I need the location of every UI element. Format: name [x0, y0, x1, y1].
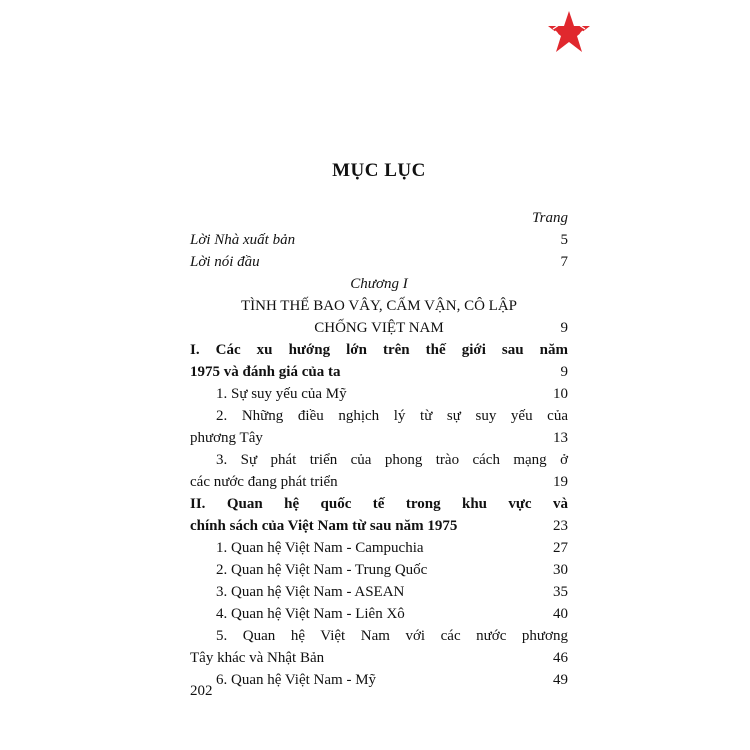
- toc-entry-text: 2. Quan hệ Việt Nam - Trung Quốc: [216, 562, 428, 578]
- toc-entry-text: các nước đang phát triển: [190, 474, 338, 490]
- toc-entry-text: 3. Quan hệ Việt Nam - ASEAN: [216, 584, 405, 600]
- toc-entry-text: Lời Nhà xuất bản: [190, 232, 296, 248]
- section-heading-line[interactable]: [190, 515, 568, 537]
- toc-page-number: 46: [553, 650, 568, 666]
- toc-subentry[interactable]: [190, 581, 568, 603]
- toc-page-number: 40: [553, 606, 568, 622]
- toc-subentry-continuation[interactable]: [190, 427, 568, 449]
- section-heading-line[interactable]: [190, 361, 568, 383]
- toc-page-number: 23: [553, 518, 568, 534]
- toc-page-number: 35: [553, 584, 568, 600]
- toc-subentry[interactable]: 3. Sự phát triển của phong trào cách mạng ở: [216, 452, 568, 468]
- toc-entry-text: 1. Quan hệ Việt Nam - Campuchia: [216, 540, 424, 556]
- toc-entry-preface[interactable]: [190, 251, 568, 273]
- toc-subentry[interactable]: [190, 603, 568, 625]
- toc-subentry[interactable]: [190, 559, 568, 581]
- chapter-title-line[interactable]: [190, 317, 568, 339]
- section-heading-line[interactable]: II. Quan hệ quốc tế trong khu vực và: [190, 496, 568, 512]
- toc-subentry[interactable]: 2. Những điều nghịch lý từ sự suy yếu của: [216, 408, 568, 424]
- toc-page-number: 49: [553, 672, 568, 688]
- page-number: 202: [190, 683, 213, 699]
- toc-page-number: 9: [560, 364, 568, 380]
- toc-entry-text: 6. Quan hệ Việt Nam - Mỹ: [216, 672, 377, 688]
- toc-page-number: 30: [553, 562, 568, 578]
- toc-page-number: 9: [560, 320, 568, 336]
- page-title: MỤC LỤC: [332, 160, 426, 181]
- toc-subentry[interactable]: [190, 669, 568, 691]
- section-heading-text: chính sách của Việt Nam từ sau năm 1975: [190, 518, 458, 534]
- toc-page-number: 5: [560, 232, 568, 248]
- toc-subentry[interactable]: [190, 383, 568, 405]
- toc-page-number: 19: [553, 474, 568, 490]
- toc-page-number: 27: [553, 540, 568, 556]
- chapter-title-text: CHỐNG VIỆT NAM: [314, 320, 444, 336]
- page-column-label: Trang: [532, 210, 568, 226]
- section-heading-line[interactable]: I. Các xu hướng lớn trên thế giới sau năm: [190, 342, 568, 358]
- toc-subentry-continuation[interactable]: [190, 647, 568, 669]
- toc-entry-text: Tây khác và Nhật Bản: [190, 650, 325, 666]
- toc-subentry[interactable]: 5. Quan hệ Việt Nam với các nước phương: [216, 628, 568, 644]
- publisher-star-emblem-icon: [546, 10, 592, 56]
- table-of-contents: [190, 207, 568, 691]
- toc-entry-text: phương Tây: [190, 430, 263, 446]
- toc-entry-text: 1. Sự suy yếu của Mỹ: [216, 386, 347, 402]
- toc-subentry-continuation[interactable]: [190, 471, 568, 493]
- toc-page-number: 13: [553, 430, 568, 446]
- toc-page-number: 10: [553, 386, 568, 402]
- toc-entry-publisher-note[interactable]: [190, 229, 568, 251]
- toc-subentry[interactable]: [190, 537, 568, 559]
- section-heading-text: 1975 và đánh giá của ta: [190, 364, 341, 380]
- chapter-title-line: TÌNH THẾ BAO VÂY, CẤM VẬN, CÔ LẬP: [241, 298, 517, 314]
- toc-entry-text: 4. Quan hệ Việt Nam - Liên Xô: [216, 606, 405, 622]
- toc-entry-text: Lời nói đầu: [190, 254, 260, 270]
- toc-page-number: 7: [560, 254, 568, 270]
- chapter-label: Chương I: [350, 276, 408, 292]
